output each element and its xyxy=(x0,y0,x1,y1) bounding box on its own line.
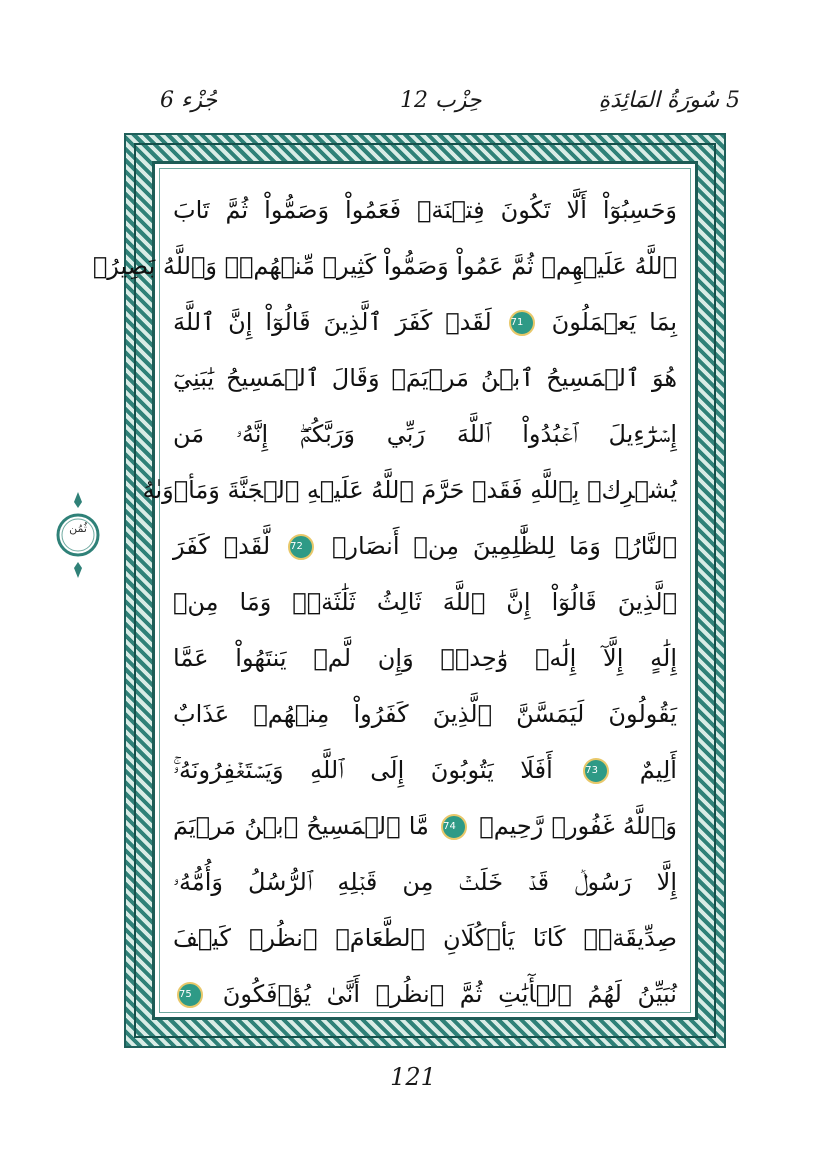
ayah-number-marker: 71 xyxy=(509,310,535,336)
verse-line xyxy=(92,238,677,294)
verse-line xyxy=(173,798,677,854)
verse-text: أَفَلَا يَتُوبُونَ إِلَى ٱللَّهِ وَيَسۡتَغۡفِرُونَهُۥۚ xyxy=(173,756,553,784)
verse-text: إِلَٰهٍ إِلَّآ إِلَٰهٞ وَٰحِدٞۚ وَإِن لَّمۡ يَنتَهُواْ عَمَّا xyxy=(173,644,677,672)
verse-line xyxy=(173,630,677,686)
ayah-number-marker: 73 xyxy=(583,758,609,784)
verse-text: يُشۡرِكۡ بِٱللَّهِ فَقَدۡ حَرَّمَ ٱللَّهُ عَلَيۡهِ ٱلۡجَنَّةَ وَمَأۡوَىٰهُ xyxy=(142,476,677,504)
rub-hizb-ornament-icon xyxy=(56,490,100,580)
ornamental-border-frame xyxy=(92,133,726,1048)
verse-text: بِمَا يَعۡمَلُونَ xyxy=(551,308,677,336)
ayah-number-marker: 75 xyxy=(177,982,203,1008)
juz-label: جُزْء 6 xyxy=(160,88,218,113)
ayah-number-marker: 72 xyxy=(288,534,314,560)
text-panel xyxy=(92,161,698,1020)
verse-line xyxy=(173,574,677,630)
verse-line xyxy=(173,182,677,238)
verse-text: لَقَدۡ كَفَرَ ٱلَّذِينَ قَالُوٓاْ إِنَّ ٱللَّهَ xyxy=(173,308,492,336)
verse-text: نُبَيِّنُ لَهُمُ ٱلۡأٓيَٰتِ ثُمَّ ٱنظُرۡ أَنَّىٰ يُؤۡفَكُونَ xyxy=(222,980,677,1008)
verse-text: إِسۡرَٰٓءِيلَ ٱعۡبُدُواْ ٱللَّهَ رَبِّي وَرَبَّكُمۡۖ إِنَّهُۥ مَن xyxy=(173,420,677,448)
verse-text: ٱللَّهُ عَلَيۡهِمۡ ثُمَّ عَمُواْ وَصَمُّواْ كَثِيرٞ مِّنۡهُمۡۚ وَٱللَّهُ بَصِيرُۢ xyxy=(92,252,677,280)
verse-line xyxy=(173,686,677,742)
verse-text: مَّا ٱلۡمَسِيحُ ٱبۡنُ مَرۡيَمَ xyxy=(173,812,429,840)
page-header xyxy=(130,88,740,124)
page-number: 121 xyxy=(390,1063,436,1091)
verse-line xyxy=(173,294,677,350)
surah-name: 5 سُورَةُ المَائِدَةِ xyxy=(598,88,740,113)
verse-text: وَحَسِبُوٓاْ أَلَّا تَكُونَ فِتۡنَةٞ فَعَمُواْ وَصَمُّواْ ثُمَّ تَابَ xyxy=(173,196,677,224)
verse-line xyxy=(173,910,677,966)
hizb-label: حِزْب 12 xyxy=(400,88,482,113)
verse-line xyxy=(173,350,677,406)
verse-text: هُوَ ٱلۡمَسِيحُ ٱبۡنُ مَرۡيَمَۖ وَقَالَ ٱلۡمَسِيحُ يَٰبَنِيٓ xyxy=(173,364,677,392)
verse-line xyxy=(173,742,677,798)
verse-text: يَقُولُونَ لَيَمَسَّنَّ ٱلَّذِينَ كَفَرُواْ مِنۡهُمۡ عَذَابٌ xyxy=(173,700,677,728)
marker-label: ثُمُن xyxy=(69,522,87,535)
verse-text: صِدِّيقَةٞۖ كَانَا يَأۡكُلَانِ ٱلطَّعَامَۗ ٱنظُرۡ كَيۡفَ xyxy=(173,924,677,952)
ayah-number-marker: 74 xyxy=(441,814,467,840)
verse-text: ٱلنَّارُۖ وَمَا لِلظَّٰلِمِينَ مِنۡ أَنصَارٖ xyxy=(332,532,677,560)
verse-line xyxy=(173,518,677,574)
marginal-marker xyxy=(56,490,100,580)
verse-line xyxy=(173,966,677,1022)
verse-text: إِلَّا رَسُولٞ قَدۡ خَلَتۡ مِن قَبۡلِهِ ٱلرُّسُلُ وَأُمُّهُۥ xyxy=(173,868,677,896)
verse-text: لَّقَدۡ كَفَرَ xyxy=(173,532,271,560)
verse-lines xyxy=(92,182,677,1022)
verse-line xyxy=(173,854,677,910)
verse-text: أَلِيمٌ xyxy=(639,756,677,784)
verse-line xyxy=(173,406,677,462)
verse-text: وَٱللَّهُ غَفُورٞ رَّحِيمٞ xyxy=(479,812,677,840)
verse-text: ٱلَّذِينَ قَالُوٓاْ إِنَّ ٱللَّهَ ثَالِثُ ثَلَٰثَةٖۘ وَمَا مِنۡ xyxy=(173,588,677,616)
verse-line xyxy=(142,462,677,518)
